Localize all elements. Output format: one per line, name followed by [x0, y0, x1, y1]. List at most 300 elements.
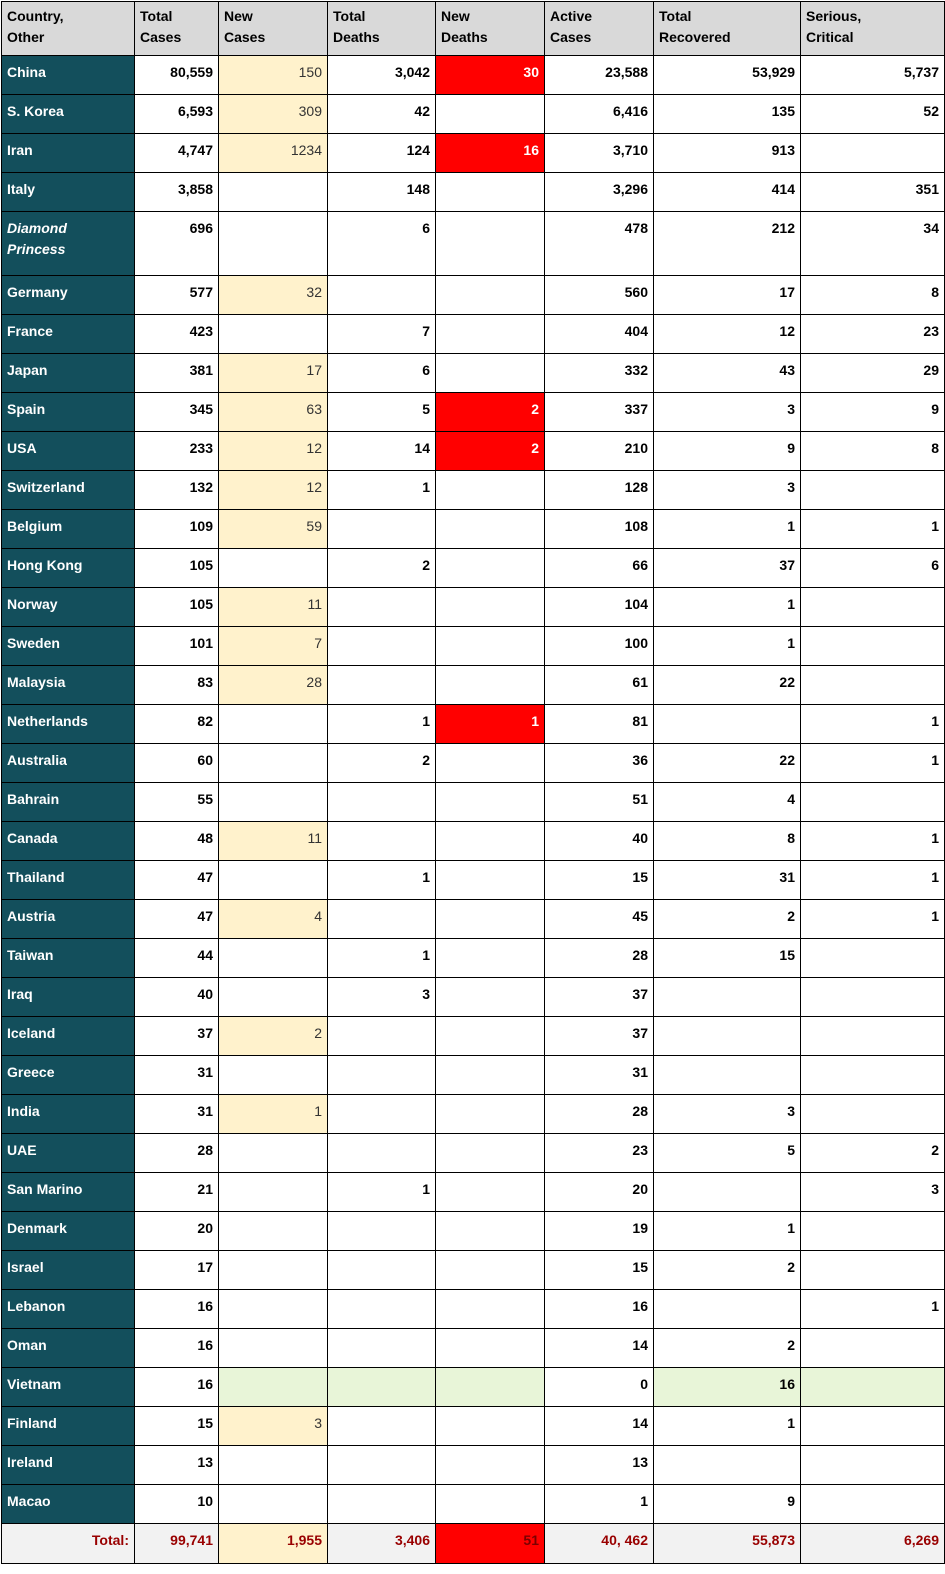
new-cases-cell: 17: [219, 354, 328, 393]
serious-critical-cell: [801, 471, 945, 510]
new-deaths-cell: [436, 978, 545, 1017]
total-recovered-cell: 913: [654, 134, 801, 173]
new-cases-cell: 3: [219, 1407, 328, 1446]
total-cases-cell: 105: [135, 549, 219, 588]
table-row: [2, 1134, 945, 1173]
table-row: [2, 510, 945, 549]
total-cases-cell: 577: [135, 276, 219, 315]
new-cases-cell: [219, 939, 328, 978]
total-cases-cell: 31: [135, 1095, 219, 1134]
total-recovered-cell: 17: [654, 276, 801, 315]
serious-critical-cell: 34: [801, 212, 945, 276]
serious-critical-cell: 6: [801, 549, 945, 588]
serious-critical-cell: 5,737: [801, 56, 945, 95]
header-active-cases[interactable]: [545, 2, 654, 56]
total-recovered-cell: 8: [654, 822, 801, 861]
table-row: [2, 315, 945, 354]
table-row: [2, 861, 945, 900]
active-cases-cell: 14: [545, 1329, 654, 1368]
serious-critical-cell: [801, 1056, 945, 1095]
new-deaths-cell: 16: [436, 134, 545, 173]
new-cases-cell: [219, 549, 328, 588]
total-recovered-cell: 3: [654, 1095, 801, 1134]
table-row: [2, 134, 945, 173]
new-deaths-cell: [436, 1056, 545, 1095]
active-cases-cell: 28: [545, 939, 654, 978]
total-deaths-cell: 1: [328, 471, 436, 510]
total-cases-cell: 109: [135, 510, 219, 549]
active-cases-cell: 81: [545, 705, 654, 744]
active-cases-cell: 45: [545, 900, 654, 939]
header-total-cases[interactable]: [135, 2, 219, 56]
serious-critical-cell: [801, 1485, 945, 1524]
total-recovered-cell: [654, 1173, 801, 1212]
total-deaths-cell: [328, 510, 436, 549]
active-cases-cell: 23,588: [545, 56, 654, 95]
total-deaths-cell: 3,042: [328, 56, 436, 95]
total-cases-cell: 105: [135, 588, 219, 627]
total-serious-critical: 6,269: [801, 1524, 945, 1564]
new-cases-cell: 1234: [219, 134, 328, 173]
total-cases-cell: 44: [135, 939, 219, 978]
country-cell: San Marino: [2, 1173, 135, 1212]
total-deaths-cell: [328, 783, 436, 822]
header-new-deaths[interactable]: [436, 2, 545, 56]
total-recovered-cell: [654, 1056, 801, 1095]
active-cases-cell: 19: [545, 1212, 654, 1251]
serious-critical-cell: 23: [801, 315, 945, 354]
header-serious-critical[interactable]: [801, 2, 945, 56]
table-row: [2, 783, 945, 822]
new-deaths-cell: 2: [436, 393, 545, 432]
new-cases-cell: [219, 1485, 328, 1524]
total-row: [2, 1524, 945, 1564]
total-cases-cell: 233: [135, 432, 219, 471]
country-cell: Iraq: [2, 978, 135, 1017]
table-row: [2, 432, 945, 471]
table-row: [2, 393, 945, 432]
total-recovered-cell: 53,929: [654, 56, 801, 95]
new-deaths-cell: [436, 95, 545, 134]
total-cases-cell: 132: [135, 471, 219, 510]
table-row: [2, 1485, 945, 1524]
header-serious-critical-label: Serious, Critical: [806, 8, 862, 45]
total-total-recovered: 55,873: [654, 1524, 801, 1564]
total-recovered-cell: 212: [654, 212, 801, 276]
total-cases-cell: 15: [135, 1407, 219, 1446]
total-cases-cell: 60: [135, 744, 219, 783]
total-recovered-cell: [654, 1017, 801, 1056]
header-total-deaths[interactable]: [328, 2, 436, 56]
active-cases-cell: 66: [545, 549, 654, 588]
serious-critical-cell: 1: [801, 861, 945, 900]
country-cell: Thailand: [2, 861, 135, 900]
table-body: [2, 56, 945, 1524]
country-cell: UAE: [2, 1134, 135, 1173]
active-cases-cell: 15: [545, 861, 654, 900]
total-recovered-cell: [654, 1446, 801, 1485]
total-recovered-cell: 1: [654, 627, 801, 666]
total-recovered-cell: 1: [654, 1212, 801, 1251]
total-deaths-cell: 124: [328, 134, 436, 173]
new-cases-cell: [219, 1134, 328, 1173]
total-recovered-cell: 22: [654, 744, 801, 783]
new-deaths-cell: 2: [436, 432, 545, 471]
new-deaths-cell: [436, 354, 545, 393]
total-deaths-cell: 1: [328, 939, 436, 978]
total-cases-cell: 21: [135, 1173, 219, 1212]
table-row: [2, 1368, 945, 1407]
active-cases-cell: 332: [545, 354, 654, 393]
table-row: [2, 276, 945, 315]
new-cases-cell: [219, 861, 328, 900]
total-recovered-cell: 37: [654, 549, 801, 588]
new-deaths-cell: [436, 588, 545, 627]
new-deaths-cell: [436, 510, 545, 549]
total-recovered-cell: [654, 705, 801, 744]
country-cell: Oman: [2, 1329, 135, 1368]
country-cell: Iran: [2, 134, 135, 173]
active-cases-cell: 20: [545, 1173, 654, 1212]
total-cases-cell: 3,858: [135, 173, 219, 212]
total-cases-cell: 80,559: [135, 56, 219, 95]
total-deaths-cell: 2: [328, 549, 436, 588]
new-deaths-cell: [436, 1368, 545, 1407]
active-cases-cell: 16: [545, 1290, 654, 1329]
total-deaths-cell: 2: [328, 744, 436, 783]
table-row: [2, 471, 945, 510]
total-recovered-cell: 1: [654, 510, 801, 549]
table-row: [2, 1017, 945, 1056]
total-deaths-cell: [328, 900, 436, 939]
active-cases-cell: 478: [545, 212, 654, 276]
table-row: [2, 1407, 945, 1446]
serious-critical-cell: [801, 1017, 945, 1056]
header-country[interactable]: [2, 2, 135, 56]
new-cases-cell: [219, 315, 328, 354]
serious-critical-cell: 52: [801, 95, 945, 134]
total-deaths-cell: 148: [328, 173, 436, 212]
active-cases-cell: 13: [545, 1446, 654, 1485]
country-cell: Netherlands: [2, 705, 135, 744]
active-cases-cell: 37: [545, 978, 654, 1017]
serious-critical-cell: [801, 1212, 945, 1251]
table-row: [2, 822, 945, 861]
country-cell: Greece: [2, 1056, 135, 1095]
total-total-deaths: 3,406: [328, 1524, 436, 1564]
new-cases-cell: 59: [219, 510, 328, 549]
active-cases-cell: 14: [545, 1407, 654, 1446]
new-deaths-cell: 30: [436, 56, 545, 95]
active-cases-cell: 40: [545, 822, 654, 861]
new-deaths-cell: [436, 315, 545, 354]
serious-critical-cell: [801, 1329, 945, 1368]
active-cases-cell: 31: [545, 1056, 654, 1095]
total-deaths-cell: 1: [328, 861, 436, 900]
total-recovered-cell: 16: [654, 1368, 801, 1407]
new-deaths-cell: [436, 1212, 545, 1251]
new-deaths-cell: [436, 173, 545, 212]
new-cases-cell: [219, 705, 328, 744]
table-row: [2, 1056, 945, 1095]
country-cell: Bahrain: [2, 783, 135, 822]
country-cell: Japan: [2, 354, 135, 393]
total-recovered-cell: 5: [654, 1134, 801, 1173]
new-deaths-cell: [436, 666, 545, 705]
country-cell: Taiwan: [2, 939, 135, 978]
total-cases-cell: 17: [135, 1251, 219, 1290]
new-cases-cell: 7: [219, 627, 328, 666]
table-row: [2, 939, 945, 978]
total-deaths-cell: [328, 1251, 436, 1290]
country-cell: Lebanon: [2, 1290, 135, 1329]
new-deaths-cell: [436, 1251, 545, 1290]
serious-critical-cell: 3: [801, 1173, 945, 1212]
serious-critical-cell: 2: [801, 1134, 945, 1173]
new-cases-cell: 12: [219, 471, 328, 510]
country-cell: Denmark: [2, 1212, 135, 1251]
total-deaths-cell: [328, 276, 436, 315]
new-deaths-cell: [436, 744, 545, 783]
total-recovered-cell: 2: [654, 900, 801, 939]
table-header-row: [2, 2, 945, 56]
country-cell: Spain: [2, 393, 135, 432]
new-deaths-cell: [436, 1017, 545, 1056]
active-cases-cell: 15: [545, 1251, 654, 1290]
new-deaths-cell: [436, 783, 545, 822]
active-cases-cell: 28: [545, 1095, 654, 1134]
country-cell: Switzerland: [2, 471, 135, 510]
serious-critical-cell: [801, 134, 945, 173]
total-deaths-cell: 5: [328, 393, 436, 432]
new-deaths-cell: [436, 1485, 545, 1524]
new-deaths-cell: [436, 822, 545, 861]
total-active-cases: 40, 462: [545, 1524, 654, 1564]
country-cell: Israel: [2, 1251, 135, 1290]
serious-critical-cell: [801, 666, 945, 705]
serious-critical-cell: 8: [801, 432, 945, 471]
active-cases-cell: 100: [545, 627, 654, 666]
total-recovered-cell: 1: [654, 588, 801, 627]
serious-critical-cell: [801, 1368, 945, 1407]
table-row: [2, 666, 945, 705]
total-recovered-cell: 4: [654, 783, 801, 822]
new-cases-cell: 11: [219, 822, 328, 861]
new-cases-cell: 12: [219, 432, 328, 471]
active-cases-cell: 0: [545, 1368, 654, 1407]
total-cases-cell: 31: [135, 1056, 219, 1095]
total-deaths-cell: 6: [328, 212, 436, 276]
active-cases-cell: 128: [545, 471, 654, 510]
new-cases-cell: [219, 1251, 328, 1290]
total-deaths-cell: 42: [328, 95, 436, 134]
new-deaths-cell: [436, 212, 545, 276]
table-row: [2, 705, 945, 744]
new-cases-cell: 309: [219, 95, 328, 134]
table-row: [2, 900, 945, 939]
new-cases-cell: [219, 744, 328, 783]
total-new-cases: 1,955: [219, 1524, 328, 1564]
country-cell: Canada: [2, 822, 135, 861]
total-deaths-cell: [328, 1290, 436, 1329]
new-deaths-cell: [436, 549, 545, 588]
new-deaths-cell: [436, 1134, 545, 1173]
new-cases-cell: 28: [219, 666, 328, 705]
table-row: [2, 549, 945, 588]
new-deaths-cell: [436, 471, 545, 510]
total-recovered-cell: 414: [654, 173, 801, 212]
total-cases-cell: 47: [135, 861, 219, 900]
total-new-deaths: 51: [436, 1524, 545, 1564]
country-cell: India: [2, 1095, 135, 1134]
total-recovered-cell: [654, 1290, 801, 1329]
active-cases-cell: 6,416: [545, 95, 654, 134]
total-deaths-cell: [328, 1212, 436, 1251]
serious-critical-cell: 9: [801, 393, 945, 432]
table-row: [2, 1329, 945, 1368]
new-cases-cell: [219, 1173, 328, 1212]
serious-critical-cell: 351: [801, 173, 945, 212]
total-recovered-cell: 22: [654, 666, 801, 705]
new-cases-cell: 150: [219, 56, 328, 95]
country-cell: Germany: [2, 276, 135, 315]
new-cases-cell: 1: [219, 1095, 328, 1134]
country-cell: Norway: [2, 588, 135, 627]
table-row: [2, 1446, 945, 1485]
new-deaths-cell: [436, 1446, 545, 1485]
total-recovered-cell: 2: [654, 1329, 801, 1368]
serious-critical-cell: [801, 1446, 945, 1485]
active-cases-cell: 61: [545, 666, 654, 705]
country-cell: China: [2, 56, 135, 95]
total-cases-cell: 83: [135, 666, 219, 705]
total-recovered-cell: 9: [654, 432, 801, 471]
total-cases-cell: 345: [135, 393, 219, 432]
total-deaths-cell: [328, 1485, 436, 1524]
serious-critical-cell: 1: [801, 744, 945, 783]
country-cell: Macao: [2, 1485, 135, 1524]
new-deaths-cell: [436, 939, 545, 978]
active-cases-cell: 404: [545, 315, 654, 354]
new-cases-cell: 32: [219, 276, 328, 315]
table-row: [2, 1095, 945, 1134]
table-row: [2, 978, 945, 1017]
header-active-cases-label: Active Cases: [550, 8, 593, 45]
header-total-deaths-label: Total Deaths: [333, 8, 380, 45]
total-deaths-cell: [328, 1056, 436, 1095]
total-total-cases: 99,741: [135, 1524, 219, 1564]
total-deaths-cell: [328, 1329, 436, 1368]
total-deaths-cell: 1: [328, 705, 436, 744]
table-row: [2, 95, 945, 134]
total-cases-cell: 101: [135, 627, 219, 666]
header-total-recovered[interactable]: [654, 2, 801, 56]
total-recovered-cell: 15: [654, 939, 801, 978]
total-deaths-cell: [328, 1446, 436, 1485]
new-cases-cell: [219, 1446, 328, 1485]
new-deaths-cell: [436, 1407, 545, 1446]
serious-critical-cell: [801, 627, 945, 666]
total-recovered-cell: 3: [654, 393, 801, 432]
serious-critical-cell: [801, 783, 945, 822]
active-cases-cell: 3,296: [545, 173, 654, 212]
total-deaths-cell: 14: [328, 432, 436, 471]
serious-critical-cell: 1: [801, 900, 945, 939]
active-cases-cell: 3,710: [545, 134, 654, 173]
total-cases-cell: 37: [135, 1017, 219, 1056]
total-recovered-cell: [654, 978, 801, 1017]
country-cell: Hong Kong: [2, 549, 135, 588]
total-recovered-cell: 1: [654, 1407, 801, 1446]
total-recovered-cell: 43: [654, 354, 801, 393]
new-cases-cell: [219, 212, 328, 276]
total-recovered-cell: 12: [654, 315, 801, 354]
active-cases-cell: 36: [545, 744, 654, 783]
total-cases-cell: 82: [135, 705, 219, 744]
header-country-label: Country, Other: [7, 8, 64, 45]
total-recovered-cell: 31: [654, 861, 801, 900]
new-deaths-cell: [436, 1095, 545, 1134]
country-cell: Sweden: [2, 627, 135, 666]
total-deaths-cell: [328, 1407, 436, 1446]
total-label: Total:: [2, 1524, 135, 1564]
new-cases-cell: 11: [219, 588, 328, 627]
new-deaths-cell: [436, 900, 545, 939]
new-deaths-cell: [436, 627, 545, 666]
new-cases-cell: [219, 1212, 328, 1251]
country-cell: Iceland: [2, 1017, 135, 1056]
active-cases-cell: 23: [545, 1134, 654, 1173]
total-cases-cell: 13: [135, 1446, 219, 1485]
table-row: [2, 212, 945, 276]
header-new-deaths-label: New Deaths: [441, 8, 488, 45]
total-deaths-cell: [328, 1095, 436, 1134]
total-deaths-cell: [328, 627, 436, 666]
serious-critical-cell: [801, 978, 945, 1017]
total-cases-cell: 696: [135, 212, 219, 276]
active-cases-cell: 108: [545, 510, 654, 549]
serious-critical-cell: [801, 1095, 945, 1134]
total-deaths-cell: 1: [328, 1173, 436, 1212]
total-deaths-cell: [328, 588, 436, 627]
header-new-cases-label: New Cases: [224, 8, 266, 45]
table-row: [2, 744, 945, 783]
total-cases-cell: 28: [135, 1134, 219, 1173]
active-cases-cell: 1: [545, 1485, 654, 1524]
country-cell: Austria: [2, 900, 135, 939]
total-recovered-cell: 9: [654, 1485, 801, 1524]
serious-critical-cell: 1: [801, 510, 945, 549]
new-deaths-cell: [436, 1329, 545, 1368]
total-cases-cell: 47: [135, 900, 219, 939]
country-cell: Diamond Princess: [2, 212, 135, 276]
country-cell: S. Korea: [2, 95, 135, 134]
total-deaths-cell: 7: [328, 315, 436, 354]
total-deaths-cell: 6: [328, 354, 436, 393]
table-row: [2, 354, 945, 393]
country-cell: Italy: [2, 173, 135, 212]
country-cell: Ireland: [2, 1446, 135, 1485]
serious-critical-cell: [801, 939, 945, 978]
country-cell: Australia: [2, 744, 135, 783]
total-cases-cell: 55: [135, 783, 219, 822]
new-cases-cell: 4: [219, 900, 328, 939]
new-cases-cell: [219, 1056, 328, 1095]
table-row: [2, 1251, 945, 1290]
header-new-cases[interactable]: [219, 2, 328, 56]
covid-cases-table: [1, 1, 945, 1564]
table-row: [2, 56, 945, 95]
